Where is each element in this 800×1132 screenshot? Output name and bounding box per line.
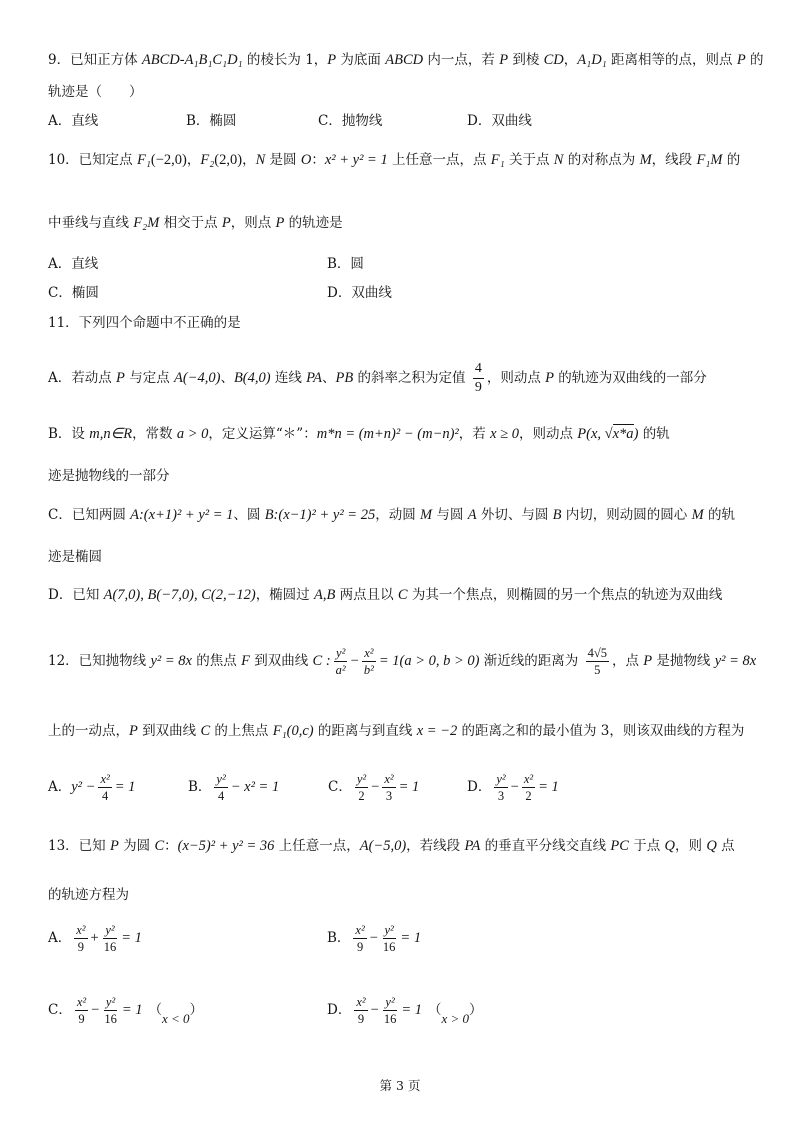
math-expr: P <box>129 723 138 739</box>
math-operator: − <box>371 779 380 795</box>
math-operator: − <box>91 1002 100 1018</box>
question-text: ，则动点 <box>518 426 578 442</box>
question-text: 到双曲线 <box>249 653 313 669</box>
question-text: 内切，则动圆的圆心 <box>561 507 692 523</box>
fraction-numerator: y² <box>384 923 394 937</box>
fraction <box>214 772 227 803</box>
fraction-denominator: 5 <box>594 663 601 677</box>
math-expr: F₁M <box>696 152 723 168</box>
question-text: 13．已知 <box>48 838 110 854</box>
q9-option-b: B．椭圆 <box>186 113 237 129</box>
question-text: 、 <box>220 370 234 386</box>
question-text: 的轨迹是 <box>284 215 343 231</box>
condition-paren: （ <box>427 1002 442 1018</box>
math-expr: P <box>643 653 653 669</box>
question-text: A．若动点 <box>48 370 117 386</box>
fraction-denominator: 3 <box>497 789 505 803</box>
question-text: 的轨迹为双曲线的一部分 <box>554 370 707 386</box>
question-text: ，若 <box>458 426 491 442</box>
question-text: 、圆 <box>233 507 265 523</box>
question-text: ，线段 <box>651 152 697 168</box>
q13-stem-line-1 <box>48 836 735 856</box>
math-expr: Q <box>706 838 717 854</box>
question-text: 到双曲线 <box>137 723 201 739</box>
math-expr: ABCD-A₁B₁C₁D₁ <box>141 52 243 68</box>
question-text: 连线 <box>270 370 307 386</box>
q12-option-c <box>328 772 419 803</box>
fraction <box>382 772 395 803</box>
fraction-denominator: 9 <box>356 940 364 954</box>
question-text: 的焦点 <box>192 653 242 669</box>
question-text: 关于点 <box>504 152 554 168</box>
math-expr: O <box>300 152 312 168</box>
math-expr: A <box>467 507 477 523</box>
radical-sign: √ <box>604 426 613 442</box>
math-expr: P <box>327 52 337 68</box>
fraction-denominator: 16 <box>104 1012 117 1026</box>
fraction-numerator: x² <box>355 923 365 937</box>
fraction-numerator: x² <box>364 646 374 660</box>
question-text: 的距离之和的最小值为 3，则该双曲线的方程为 <box>457 723 745 739</box>
q12-option-b <box>188 772 279 803</box>
fraction-numerator: y² <box>385 995 395 1009</box>
question-text: ，点 <box>611 653 644 669</box>
q10-option-a: A．直线 <box>48 256 99 272</box>
question-text: 的 <box>722 152 741 168</box>
question-text: ： <box>164 838 178 854</box>
math-expr: F <box>241 653 250 669</box>
question-text: 轨迹是（ ） <box>48 84 143 100</box>
question-text: 的 <box>745 52 764 68</box>
math-expr: C <box>397 587 408 603</box>
math-expr: = 1 <box>114 779 136 795</box>
math-expr: F₁ <box>136 152 151 168</box>
math-expr: (2,0) <box>214 152 243 168</box>
fraction-numerator: x² <box>100 772 110 786</box>
math-expr: y² = 8x <box>150 653 192 669</box>
q13-option-c <box>48 995 203 1029</box>
fraction-denominator: 3 <box>385 789 393 803</box>
math-expr: Q <box>664 838 676 854</box>
math-expr: = 1(a > 0, b > 0) <box>378 653 480 669</box>
math-expr: F₂M <box>133 215 160 231</box>
question-text: 与圆 <box>432 507 468 523</box>
math-expr: C <box>154 838 165 854</box>
math-expr: ) <box>633 426 639 442</box>
fraction-numerator: x² <box>523 772 534 786</box>
q9-option-c: C．抛物线 <box>318 113 383 129</box>
question-text: C．已知两圆 <box>48 507 131 523</box>
math-expr: − x² = 1 <box>230 779 280 795</box>
question-text: ，若线段 <box>406 838 465 854</box>
fraction-denominator: 16 <box>103 940 117 954</box>
fraction <box>381 923 398 954</box>
math-expr: = 1 <box>401 1002 422 1018</box>
question-text: 相交于点 <box>159 215 222 231</box>
question-text: 的上焦点 <box>210 723 273 739</box>
math-expr: A(−4,0) <box>174 370 221 386</box>
math-expr: P(x, <box>577 426 605 442</box>
question-text: 12．已知抛物线 <box>48 653 151 669</box>
question-text: ： <box>311 152 325 168</box>
math-expr: x² + y² = 1 <box>324 152 388 168</box>
question-text: 的轨迹方程为 <box>48 887 129 903</box>
math-expr: = 1 <box>121 1002 143 1018</box>
q11-option-d <box>48 585 722 605</box>
fraction-denominator: 16 <box>382 940 396 954</box>
page-number: 第 3 页 <box>379 1078 421 1093</box>
fraction <box>102 995 119 1026</box>
option-label: A． <box>48 930 72 946</box>
fraction-numerator: x² <box>76 995 87 1009</box>
math-expr: F₁ <box>490 152 505 168</box>
math-operator: − <box>370 1002 379 1018</box>
fraction-numerator: y² <box>496 772 506 786</box>
question-text: 到棱 <box>508 52 544 68</box>
question-text: D．已知 <box>48 587 104 603</box>
question-text: 上任意一点，点 <box>387 152 491 168</box>
q13-option-d <box>327 995 483 1029</box>
q13-option-b <box>327 923 421 954</box>
math-expr: B:(x−1)² + y² = 25 <box>264 507 376 523</box>
math-expr: A:(x+1)² + y² = 1 <box>130 507 234 523</box>
question-text: 11．下列四个命题中不正确的是 <box>48 315 241 331</box>
question-text: 的轨 <box>703 507 735 523</box>
math-operator: + <box>90 930 99 946</box>
math-expr: = 1 <box>538 779 559 795</box>
math-expr: B <box>552 507 562 523</box>
fraction-numerator: y² <box>216 772 226 786</box>
fraction <box>355 772 368 803</box>
question-text: 的轨 <box>638 426 670 442</box>
math-expr: y² − <box>71 779 96 795</box>
condition-paren: （ <box>148 1002 162 1018</box>
question-text: 上任意一点， <box>274 838 360 854</box>
question-text: 点 <box>716 838 735 854</box>
fraction <box>353 923 366 954</box>
q11-option-c-line-2 <box>48 547 102 567</box>
condition-paren: ） <box>189 1002 204 1018</box>
radicand: x*a <box>612 426 634 442</box>
q9-stem-line-1 <box>48 50 763 70</box>
question-text: ，动圆 <box>375 507 420 523</box>
fraction <box>74 923 87 954</box>
fraction-numerator: y² <box>105 923 115 937</box>
q10-option-c: C．椭圆 <box>48 285 99 301</box>
math-operator: − <box>350 653 359 669</box>
math-operator: − <box>369 930 378 946</box>
math-expr: P <box>109 838 119 854</box>
fraction-numerator: 4 <box>473 361 484 379</box>
q11-stem <box>48 313 241 333</box>
fraction-denominator: a² <box>335 663 346 677</box>
fraction-denominator: 16 <box>383 1012 397 1026</box>
math-expr: y² = 8x <box>714 653 757 669</box>
math-expr: C : <box>312 653 331 669</box>
math-expr: N <box>255 152 266 168</box>
q13-stem-line-2 <box>48 885 129 905</box>
fraction-numerator: y² <box>105 995 116 1009</box>
question-text: ，常数 <box>132 426 177 442</box>
question-text: 与定点 <box>124 370 174 386</box>
question-text: ，椭圆过 <box>255 587 314 603</box>
q12-stem-line-1 <box>48 646 756 677</box>
question-text: 10．已知定点 <box>48 152 137 168</box>
question-text: 中垂线与直线 <box>48 215 134 231</box>
math-expr: P <box>116 370 125 386</box>
fraction-numerator: x² <box>356 995 366 1009</box>
fraction-denominator: 4 <box>217 789 225 803</box>
fraction <box>362 646 376 677</box>
math-expr: F₂ <box>200 152 215 168</box>
math-expr: a > 0 <box>176 426 209 442</box>
question-text: ， <box>563 52 578 68</box>
math-expr: A₁D₁ <box>577 52 607 68</box>
math-expr: P <box>221 215 231 231</box>
q10-stem-line-1 <box>48 150 740 170</box>
math-expr: PA <box>464 838 481 854</box>
option-label: A． <box>48 779 72 795</box>
fraction-numerator: x² <box>76 923 86 937</box>
math-expr: P <box>736 52 746 68</box>
condition-paren: ） <box>469 1002 483 1018</box>
question-text: ， <box>242 152 256 168</box>
math-expr: A,B <box>313 587 336 603</box>
fraction-denominator: 9 <box>77 940 85 954</box>
fraction <box>75 995 88 1026</box>
math-expr: (x−5)² + y² = 36 <box>177 838 275 854</box>
question-text: ，则 <box>675 838 707 854</box>
math-expr: PB <box>335 370 354 386</box>
question-text: 为底面 <box>336 52 386 68</box>
q13-option-a <box>48 923 142 954</box>
q10-option-b: B．圆 <box>327 256 364 272</box>
math-expr: m,n∈R <box>89 426 133 442</box>
question-text: ，则点 <box>230 215 276 231</box>
option-label: D． <box>467 779 492 795</box>
math-expr: = 1 <box>121 930 142 946</box>
fraction <box>98 772 111 803</box>
option-label: D． <box>327 1002 352 1018</box>
fraction-denominator: b² <box>363 663 374 677</box>
math-expr: ABCD <box>385 52 424 68</box>
math-expr: P <box>499 52 509 68</box>
fraction <box>522 772 535 803</box>
question-text: 上的一动点， <box>48 723 129 739</box>
question-text: ，则动点 <box>486 370 546 386</box>
question-text: ，定义运算“＊”： <box>208 426 317 442</box>
q12-option-a <box>48 772 135 803</box>
math-expr: m*n = (m+n)² − (m−n)² <box>316 426 459 442</box>
fraction-denominator: 9 <box>474 380 482 395</box>
question-text: 两点且以 <box>335 587 398 603</box>
math-expr: M <box>691 507 704 523</box>
option-label: B． <box>327 930 351 946</box>
math-expr: x = −2 <box>416 723 458 739</box>
math-expr: F₁(0,c) <box>272 723 314 739</box>
q11-option-b-line-2 <box>48 466 170 486</box>
math-expr: P <box>275 215 285 231</box>
fraction <box>586 646 609 677</box>
math-expr: A(−5,0) <box>359 838 407 854</box>
fraction-denominator: 9 <box>78 1012 85 1026</box>
math-operator: − <box>510 779 519 795</box>
question-text: 的垂直平分线交直线 <box>480 838 611 854</box>
fraction-denominator: 2 <box>525 789 532 803</box>
math-expr: N <box>553 152 564 168</box>
question-text: 内一点，若 <box>423 52 500 68</box>
fraction <box>102 923 119 954</box>
math-expr: x ≥ 0 <box>490 426 519 442</box>
question-text: 距离相等的点，则点 <box>606 52 737 68</box>
fraction <box>382 995 399 1026</box>
question-text: 是圆 <box>265 152 301 168</box>
math-expr: C <box>200 723 211 739</box>
fraction-numerator: 4√5 <box>587 646 607 660</box>
fraction-numerator: y² <box>336 646 346 660</box>
question-text: 的棱长为 1， <box>242 52 328 68</box>
q9-option-a: A．直线 <box>48 113 99 129</box>
math-expr: M <box>639 152 652 168</box>
fraction <box>494 772 507 803</box>
fraction <box>473 361 484 396</box>
question-text: 的距离与到直线 <box>313 723 417 739</box>
option-label: B． <box>188 779 212 795</box>
q10-option-d: D．双曲线 <box>327 285 392 301</box>
option-label: C． <box>48 1002 72 1018</box>
question-text: 外切、与圆 <box>476 507 553 523</box>
question-text: 为其一个焦点，则椭圆的另一个焦点的轨迹为双曲线 <box>407 587 723 603</box>
question-text: 的斜率之积为定值 <box>353 370 470 386</box>
fraction-denominator: 4 <box>101 789 109 803</box>
math-expr: = 1 <box>400 930 422 946</box>
q12-option-d <box>467 772 559 803</box>
q10-stem-line-2 <box>48 213 343 233</box>
q11-option-c-line-1 <box>48 505 735 525</box>
q11-option-b-line-1 <box>48 424 670 444</box>
question-text: 于点 <box>628 838 665 854</box>
q9-stem-line-2 <box>48 82 143 102</box>
question-text: B．设 <box>48 426 90 442</box>
question-text: 的对称点为 <box>563 152 640 168</box>
math-expr: PC <box>610 838 629 854</box>
math-expr: = 1 <box>398 779 420 795</box>
question-text: 9．已知正方体 <box>48 52 142 68</box>
fraction <box>354 995 367 1026</box>
question-text: 为圆 <box>118 838 155 854</box>
math-expr: M <box>420 507 433 523</box>
math-expr: PA <box>306 370 323 386</box>
question-text: 迹是椭圆 <box>48 549 102 565</box>
math-expr: CD <box>543 52 564 68</box>
fraction-denominator: 2 <box>358 789 365 803</box>
math-expr: B(4,0) <box>233 370 271 386</box>
question-text: 渐近线的距离为 <box>479 653 583 669</box>
math-expr: (−2,0) <box>150 152 187 168</box>
condition-expr: x > 0 <box>441 1011 470 1026</box>
fraction-denominator: 9 <box>357 1012 365 1026</box>
q12-stem-line-2 <box>48 721 744 741</box>
question-text: 是抛物线 <box>652 653 715 669</box>
q11-option-a <box>48 361 707 396</box>
fraction-numerator: y² <box>356 772 367 786</box>
question-text: ， <box>186 152 201 168</box>
question-text: 迹是抛物线的一部分 <box>48 468 170 484</box>
option-label: C． <box>328 779 352 795</box>
question-text: 、 <box>322 370 336 386</box>
condition-expr: x < 0 <box>162 1011 190 1026</box>
fraction <box>334 646 348 677</box>
fraction-numerator: x² <box>384 772 394 786</box>
math-expr: P <box>545 370 554 386</box>
math-expr: A(7,0), B(−7,0), C(2,−12) <box>103 587 256 603</box>
q9-option-d: D．双曲线 <box>467 113 532 129</box>
